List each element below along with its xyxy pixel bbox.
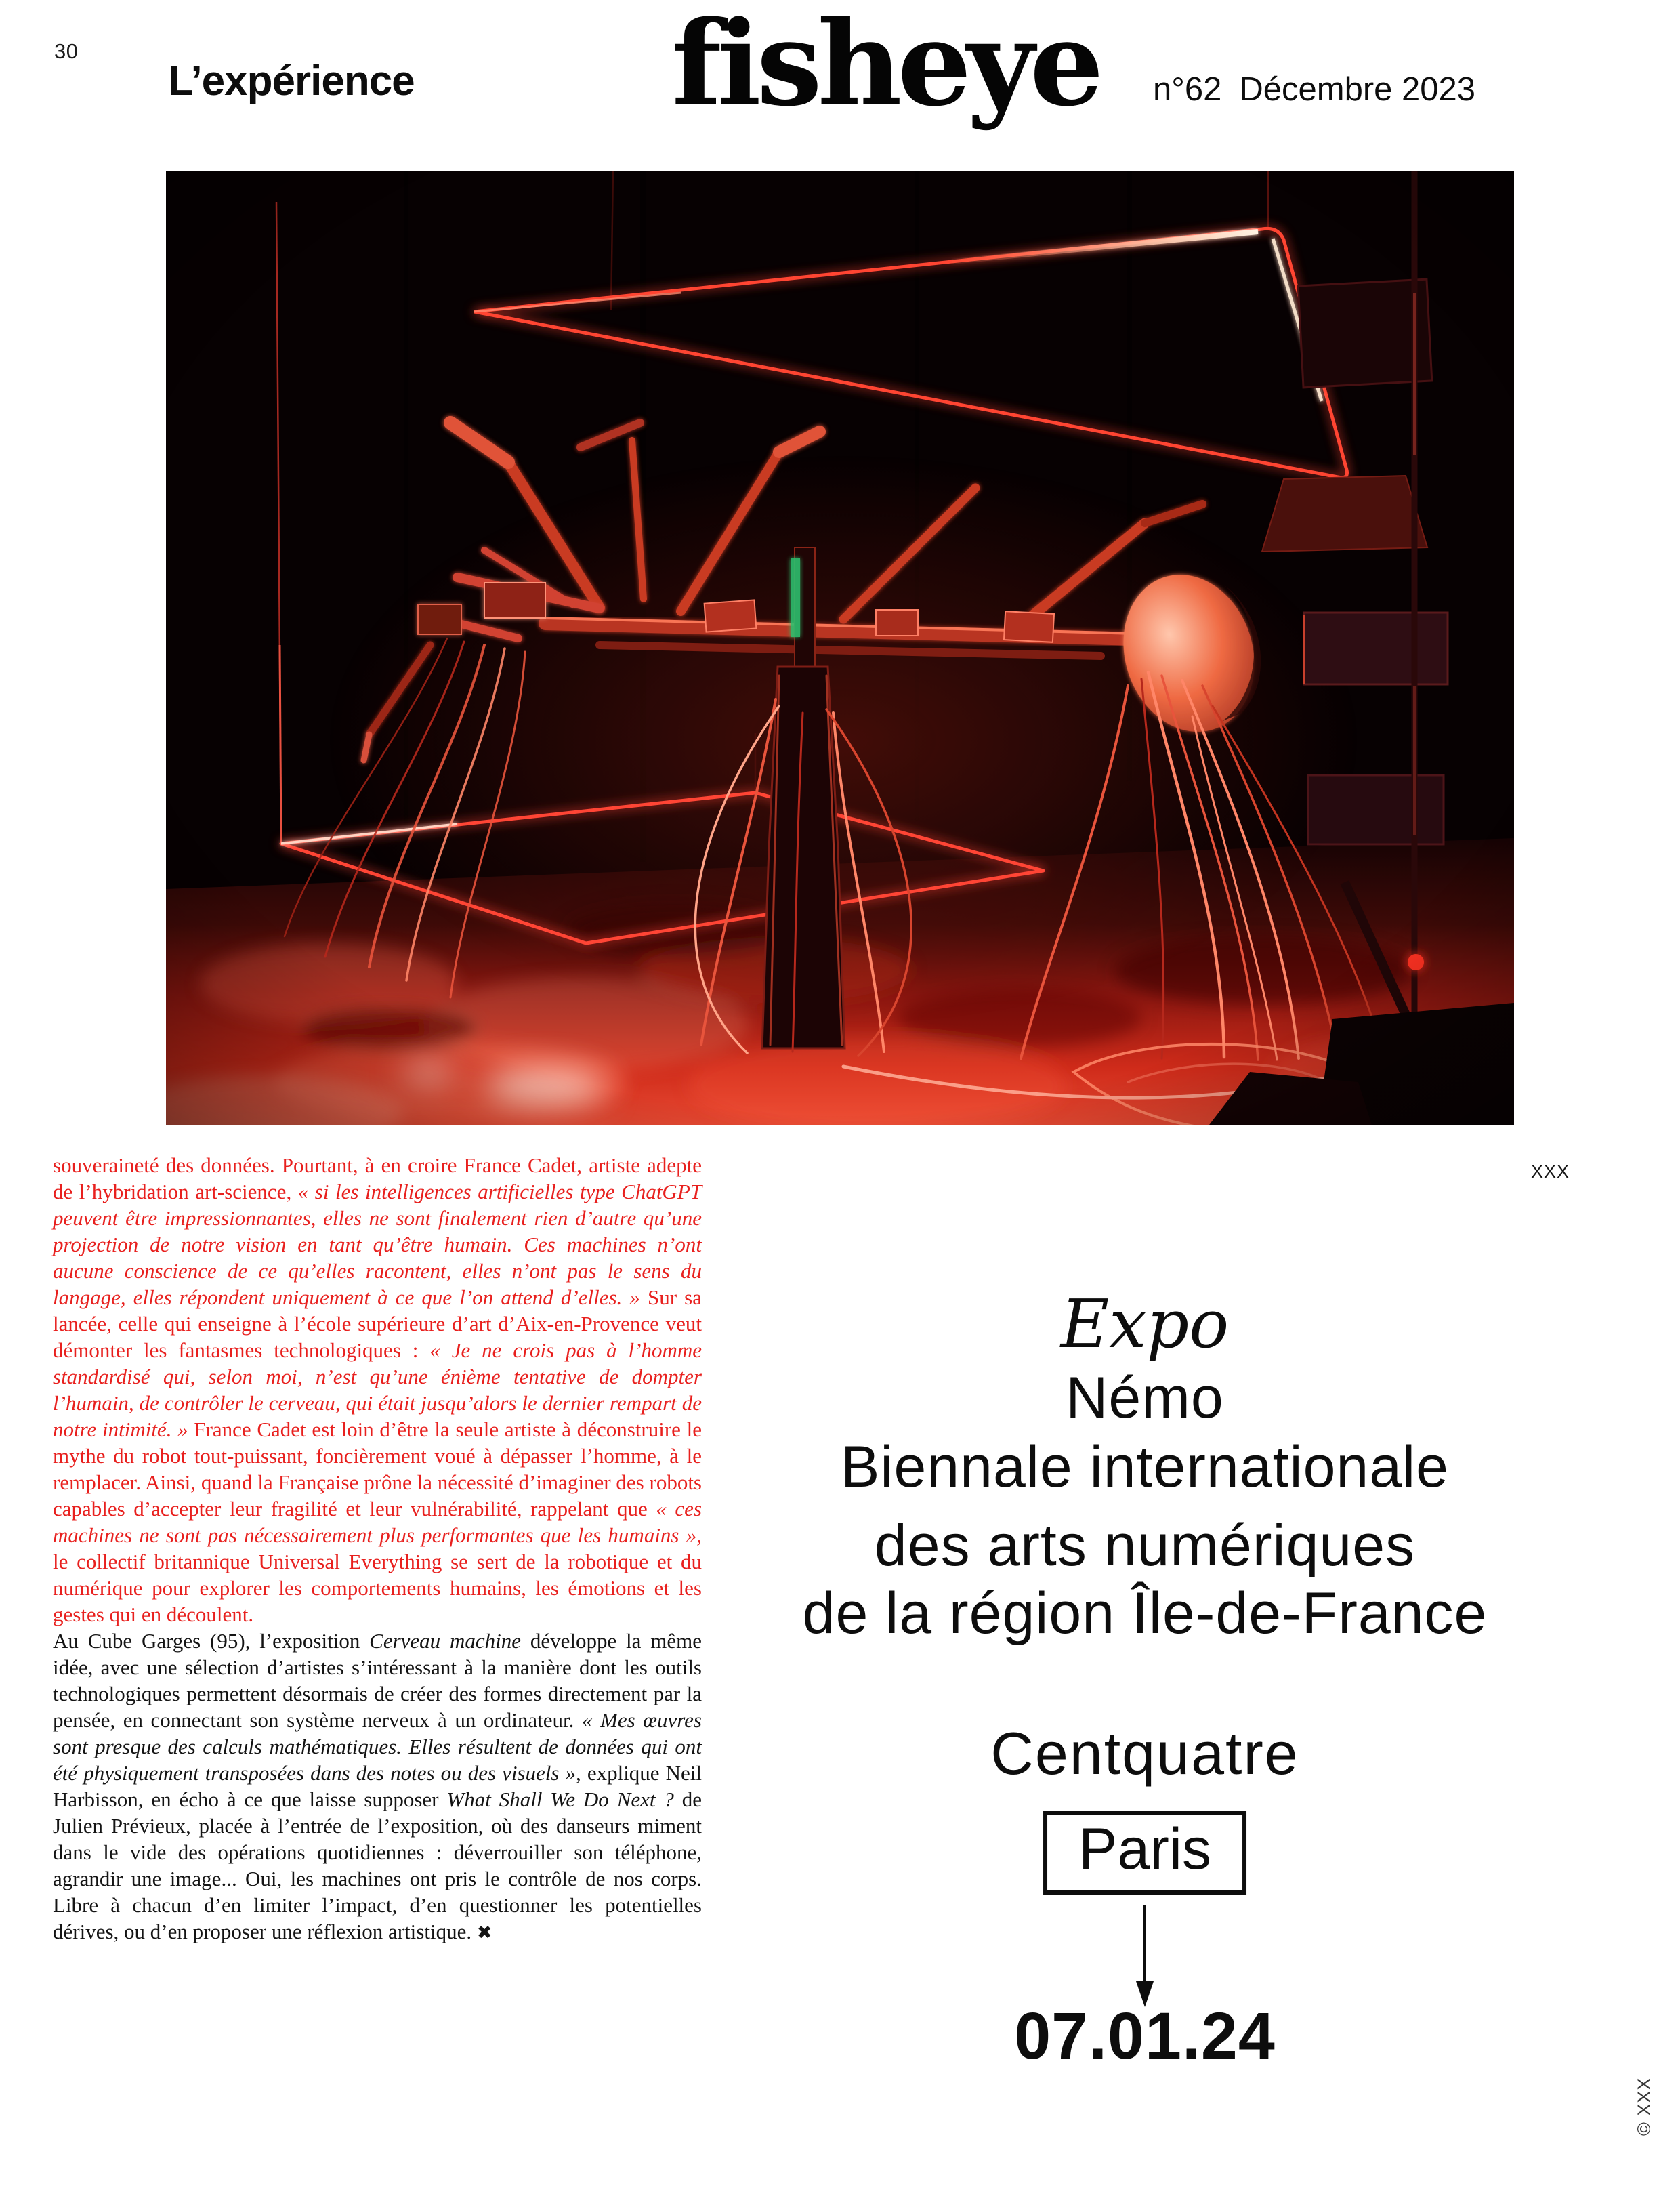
- section-title: L’expérience: [168, 58, 415, 104]
- article-body: [53, 1152, 702, 1946]
- event-venue: Centquatre: [990, 1720, 1299, 1787]
- down-arrow-icon: [1130, 1905, 1160, 2012]
- page-number: 30: [54, 39, 79, 63]
- event-city-box: [1043, 1811, 1246, 1895]
- event-title-line-4: de la région Île-de-France: [802, 1581, 1488, 1646]
- vignette: [166, 171, 1514, 1125]
- event-title-line-1: Némo: [1066, 1365, 1224, 1430]
- event-kicker: Expo: [1060, 1286, 1230, 1363]
- installation-photo-graphic: [166, 171, 1514, 1125]
- event-title-line-2: Biennale internationale: [841, 1434, 1449, 1500]
- issue-number: n°62: [1153, 71, 1222, 108]
- installation-photo: [166, 171, 1514, 1125]
- photo-credit: XXX: [1531, 1161, 1570, 1182]
- fisheye-logo: fisheye: [671, 0, 1099, 132]
- issue-info: [1153, 70, 1475, 108]
- vertical-credit: © XXX: [1634, 2077, 1654, 2136]
- issue-date: Décembre 2023: [1239, 71, 1476, 108]
- article-paragraph-black: Au Cube Garges (95), l’exposition Cerveau machine développe la même idée, avec une sélection d’artistes s’intéressant à la manière dont les outils technologiques permettent désormais de créer des formes directement par la pensée, en connectant son système nerveux à un ordinateur. « Mes œuvres sont presque des calculs mathématiques. Elles résultent de données qui ont été physiquement transposées dans des notes ou des visuels », explique Neil Harbisson, en écho à ce que laisse supposer What Shall We Do Next ? de Julien Prévieux, placée à l’entrée de l’exposition, où des danseurs miment dans le vide des opérations quotidiennes : déverrouiller son téléphone, agrandir une image... Oui, les machines ont pris le contrôle de nos corps. Libre à chacun d’en limiter l’impact, d’en questionner les potentielles dérives, ou d’en proposer une réflexion artistique. ✖: [53, 1629, 702, 1943]
- article-paragraph-red: souveraineté des données. Pourtant, à en croire France Cadet, artiste adepte de l’hybridation art-science, « si les intelligences artificielles type ChatGPT peuvent être impressionnantes, elles ne sont finalement rien d’autre qu’une projection de notre vision en tant qu’être humain. Ces machines n’ont aucune conscience de ce qu’elles racontent, elles n’ont pas le sens du langage, elles répondent uniquement à ce que l’on attend d’elles. » Sur sa lancée, celle qui enseigne à l’école supérieure d’art d’Aix-en-Provence veut démonter les fantasmes technologiques : « Je ne crois pas à l’homme standardisé qui, selon moi, n’est qu’une énième tentative de dompter l’humain, de contrôler le cerveau, qui était jusqu’alors le dernier rempart de notre intimité. » France Cadet est loin d’être la seule artiste à déconstruire le mythe du robot tout-puissant, foncièrement voué à dépasser l’homme, à le remplacer. Ainsi, quand la Française prône la nécessité d’imaginer des robots capables d’accepter leur fragilité et leur vulnérabilité, rappelant que « ces machines ne sont pas nécessairement plus performantes que les humains », le collectif britannique Universal Everything se sert de la robotique et du numérique pour explorer les comportements humains, les émotions et les gestes qui en découlent.: [53, 1153, 702, 1626]
- event-title-line-3: des arts numériques: [874, 1513, 1416, 1578]
- end-mark: ✖: [476, 1922, 492, 1943]
- event-city: Paris: [1043, 1811, 1246, 1895]
- event-date: 07.01.24: [1014, 1999, 1276, 2073]
